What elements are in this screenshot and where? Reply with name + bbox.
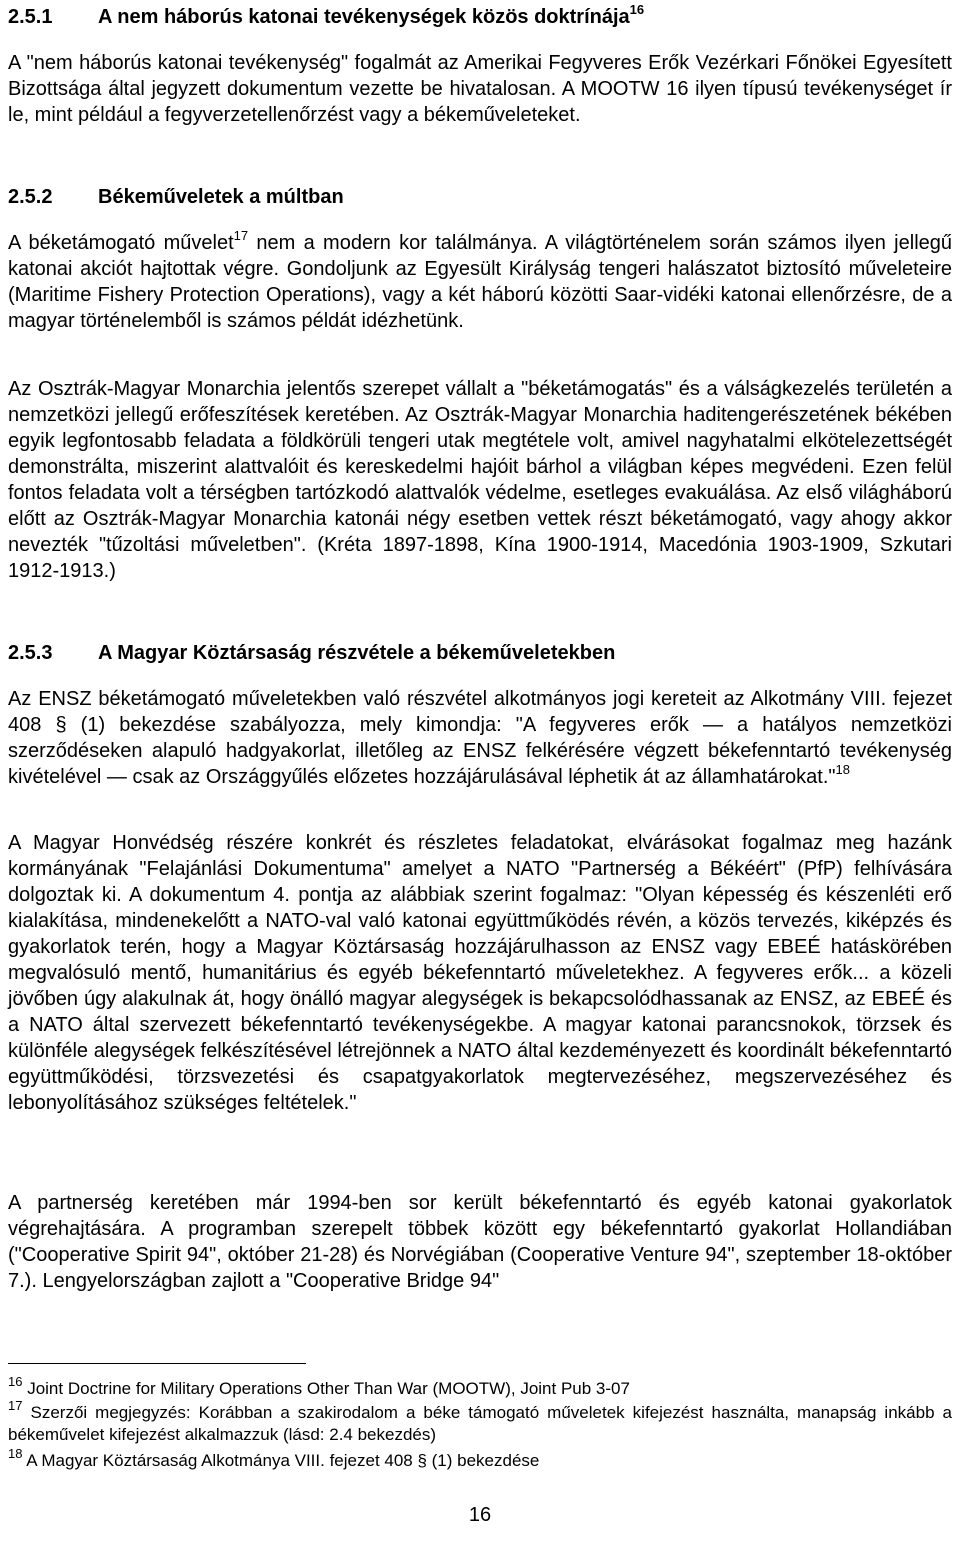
paragraph-peace-ops-history — [8, 230, 952, 334]
footnote-text: A Magyar Köztársaság Alkotmánya VIII. fejezet 408 § (1) bekezdése — [26, 1451, 540, 1470]
footnote-text: Joint Doctrine for Military Operations Other Than War (MOOTW), Joint Pub 3-07 — [27, 1379, 630, 1398]
section-title: A Magyar Köztársaság részvétele a békeműveletekben — [98, 642, 616, 664]
footnote-ref-17: 17 — [233, 228, 249, 243]
section-number: 2.5.3 — [8, 642, 53, 664]
section-title: Békeműveletek a múltban — [98, 186, 344, 208]
paragraph-partnership: A partnerség keretében már 1994-ben sor került békefenntartó és egyéb katonai gyakorlatok végrehajtására. A programban szerepelt többek között egy békefenntartó gyakorlat Hollandiában ("Cooperative Spirit 94", október 21-28) és Norvégiában (Cooperative Venture 94", szeptember 18-október 7.). Lengyelországban zajlott a "Cooperative Bridge 94" — [8, 1192, 952, 1292]
footnote-separator — [8, 1363, 306, 1364]
footnote-text: Szerzői megjegyzés: Korábban a szakirodalom a béke támogató műveletek kifejezést használta, manapság inkább a békeművelet kifejezést alkalmazzuk (lásd: 2.4 bekezdés) — [8, 1403, 952, 1444]
footnote-number: 16 — [8, 1374, 23, 1389]
footnote-ref-16: 16 — [629, 2, 645, 17]
paragraph-monarchy: Az Osztrák-Magyar Monarchia jelentős szerepet vállalt a "béketámogatás" és a válságkezelés területén a nemzetközi jellegű erőfeszítések keretében. Az Osztrák-Magyar Monarchia haditengerészetének békében egyik legfontosabb feladata a földkörüli tengeri utak megtétele volt, amivel nagyhatalmi elkötelezettségét demonstrálta, miszerint alattvalóit és kereskedelmi hajóit bárhol a világban képes megvédeni. Ezen felül fontos feladata volt a térségben tartózkodó alattvalók védelme, esetleges evakuálása. Az első világháború előtt az Osztrák-Magyar Monarchia katonái négy esetben vettek részt béketámogató, vagy ahogy akkor nevezték "tűzoltási műveletben". (Kréta 1897-1898, Kína 1900-1914, Macedónia 1903-1909, Szkutari 1912-1913.) — [8, 378, 952, 582]
footnote-number: 17 — [8, 1398, 23, 1413]
footnote-18 — [8, 1446, 952, 1472]
section-title: A nem háborús katonai tevékenységek közös doktrínája — [98, 6, 630, 28]
section-number: 2.5.1 — [8, 6, 53, 28]
paragraph-constitution — [8, 686, 952, 790]
paragraph-text: Az ENSZ béketámogató műveletekben való részvétel alkotmányos jogi kereteit az Alkotmány VIII. fejezet 408 § (1) bekezdése szabályozza, mely kimondja: "A fegyveres erők — a hatályos nemzetközi szerződéseken alapuló hadgyakorlat, illetőleg az ENSZ felkérésére végzett békefenntartó tevékenység kivételével — csak az Országgyűlés előzetes hozzájárulásával léphetik át az államhatárokat." — [8, 688, 952, 788]
footnote-number: 18 — [8, 1446, 23, 1461]
section-number: 2.5.2 — [8, 186, 53, 208]
footnote-16 — [8, 1374, 952, 1400]
section-heading-2-5-2 — [8, 184, 952, 210]
paragraph-offer-document: A Magyar Honvédség részére konkrét és részletes feladatokat, elvárásokat fogalmaz meg hazánk kormányának "Felajánlási Dokumentuma" amelyet a NATO "Partnerség a Békéért" (PfP) felhívására dolgoztak ki. A dokumentum 4. pontja az alábbiak szerint fogalmaz: "Olyan képesség és készenléti erő kialakítása, mindenekelőtt a NATO-val való katonai együttműködés révén, a közös tervezés, kiképzés és gyakorlatok terén, hogy a Magyar Köztársaság hozzájárulhasson az ENSZ vagy EBEÉ hatáskörében megvalósuló mentő, humanitárius és egyéb békefenntartó műveletekhez. A fegyveres erők... a közeli jövőben úgy alakulnak át, hogy önálló magyar alegységek is bekapcsolódhassanak az ENSZ, az EBEÉ és a NATO által szervezett békefenntartó tevékenységekbe. A magyar katonai parancsnokok, törzsek és különféle alegységek felkészítésével létrejönnek a NATO által kezdeményezett és koordinált békefenntartó együttműködési, törzsvezetési és csapatgyakorlatok megtervezéséhez, megszervezéséhez és lebonyolításához szükséges feltételek." — [8, 832, 952, 1114]
page-number: 16 — [468, 1504, 492, 1526]
paragraph-mootw: A "nem háborús katonai tevékenység" fogalmát az Amerikai Fegyveres Erők Vezérkari Főnökei Egyesített Bizottsága által jegyzett dokumentum vezette be hivatalosan. A MOOTW 16 ilyen típusú tevékenységet ír le, mint például a fegyverzetellenőrzést vagy a békeműveleteket. — [8, 52, 952, 126]
paragraph-text: A béketámogató művelet — [8, 232, 234, 254]
section-heading-2-5-3 — [8, 640, 952, 666]
footnote-ref-18: 18 — [835, 762, 850, 777]
paragraph-text: nem a modern kor találmánya. A világtörténelem során számos ilyen jellegű katonai akciót hajtottak végre. Gondoljunk az Egyesült Királyság tengeri halászatot biztosító műveleteire (Maritime Fishery Protection Operations), vagy a két háború közötti Saar-vidéki katonai ellenőrzésre, de a magyar történelemből is számos példát idézhetünk. — [8, 232, 953, 332]
footnote-17 — [8, 1398, 952, 1446]
section-heading-2-5-1 — [8, 4, 952, 30]
